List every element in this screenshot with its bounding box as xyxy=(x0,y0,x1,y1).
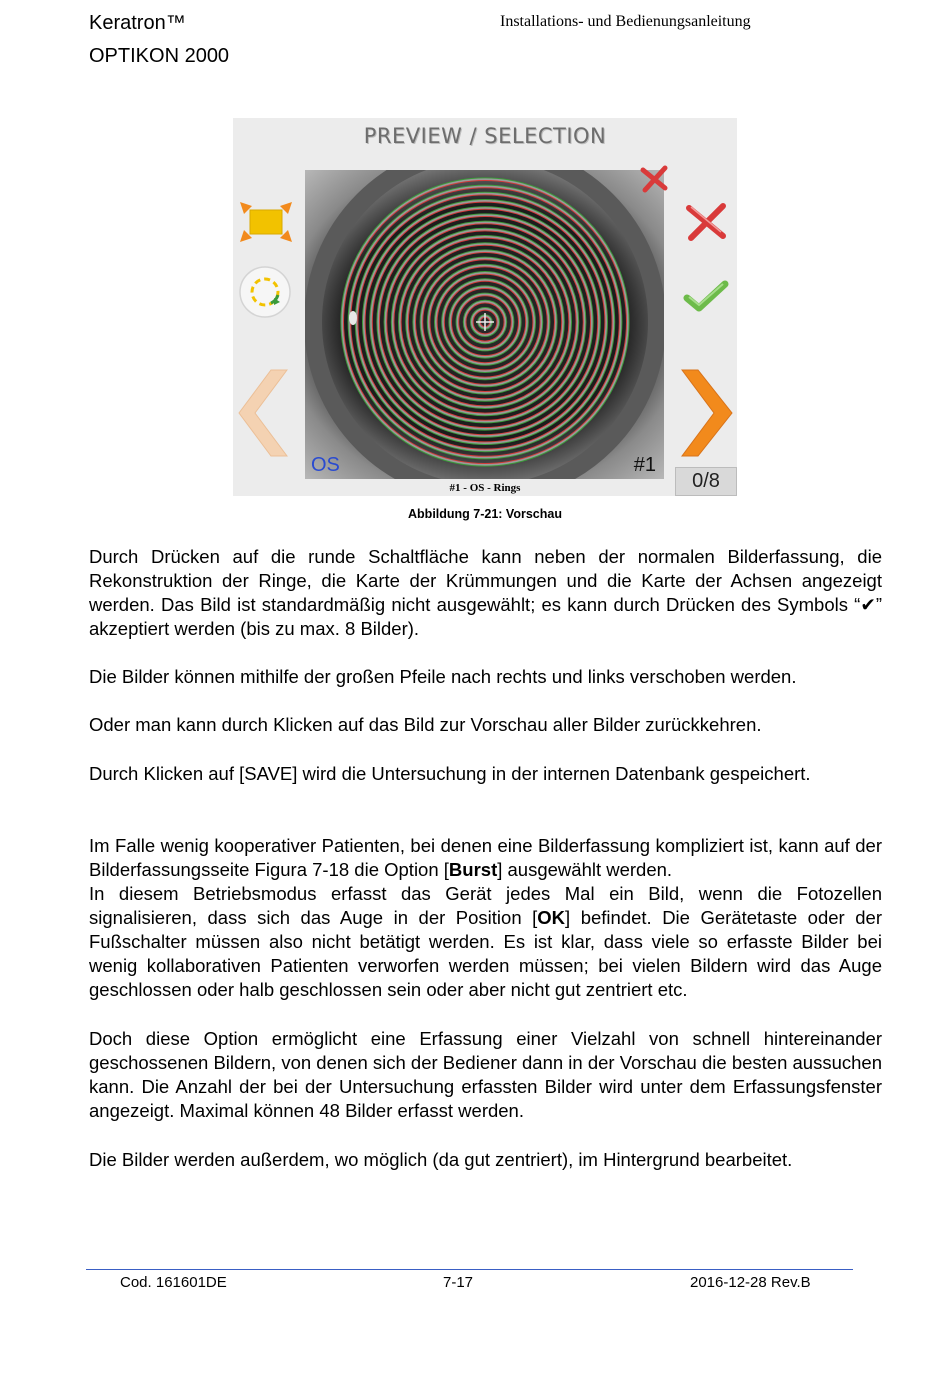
preview-selection-screenshot xyxy=(233,118,737,496)
paragraph-arrows: Die Bilder können mithilfe der großen Pfeile nach rechts und links verschoben werden. xyxy=(89,666,797,687)
eye-side-label: OS xyxy=(311,454,340,476)
selection-counter: 0/8 xyxy=(675,467,737,496)
paragraph-burst: Im Falle wenig kooperativer Patienten, bei denen eine Bilderfassung kompliziert ist, kann auf der Bilderfassungsseite Figura 7-18 die Option [Burst] ausgewählt werden. xyxy=(89,835,882,880)
ok-position-label: OK xyxy=(537,907,566,928)
paragraph-round-button: Durch Drücken auf die runde Schaltfläche kann neben der normalen Bilderfassung, die Rekonstruktion der Ringe, die Karte der Krümmungen und die Karte der Achsen angezeigt werden. Das Bild ist standardmäßig nicht ausgewählt; es kann durch Drücken des Symbols “✔” akzeptiert werden (bis zu max. 8 Bilder). xyxy=(89,546,882,639)
paragraph-back-to-preview: Oder man kann durch Klicken auf das Bild zur Vorschau aller Bilder zurückkehren. xyxy=(89,714,762,735)
figure-caption: Abbildung 7-21: Vorschau xyxy=(408,507,562,521)
header-left xyxy=(89,11,229,77)
page-number: 7-17 xyxy=(443,1274,474,1291)
burst-option-label: Burst xyxy=(448,859,498,880)
revision-date: 2016-12-28 Rev.B xyxy=(690,1274,811,1291)
model-name: OPTIKON 2000 xyxy=(89,45,230,67)
right-arrow-icon[interactable] xyxy=(678,368,734,463)
crop-icon[interactable] xyxy=(238,200,294,249)
paragraph-many-images: Doch diese Option ermöglicht eine Erfassung einer Vielzahl von schnell hintereinander geschossenen Bildern, von denen sich der Bediener dann in der Vorschau die besten aussuchen kann. Die Anzahl der bei der Untersuchung erfassten Bilder wird unter dem Erfassungsfenster angezeigt. Maximal können 48 Bilder erfasst werden. xyxy=(89,1028,882,1121)
paragraph-burst-mode: In diesem Betriebsmodus erfasst das Gerät jedes Mal ein Bild, wenn die Fotozellen signalisieren, dass sich das Auge in der Position [OK] befindet. Die Gerätetaste oder der Fußschalter müssen also nicht betätigt werden. Es ist klar, dass viele so erfasste Bilder bei wenig kollaborativen Patienten verworfen werden müssen; bei vielen Bildern wird das Auge geschlossen oder halb geschlossen sein oder aber nicht gut zentriert etc. xyxy=(89,883,882,1000)
manual-title: Installations- und Bedienungsanleitung xyxy=(500,13,751,30)
paragraph-background-processing: Die Bilder werden außerdem, wo möglich (da gut zentriert), im Hintergrund bearbeitet. xyxy=(89,1149,793,1170)
paragraph-save: Durch Klicken auf [SAVE] wird die Untersuchung in der internen Datenbank gespeichert. xyxy=(89,763,811,784)
preview-title: PREVIEW / SELECTION xyxy=(363,124,607,148)
reconstruction-cycle-icon[interactable] xyxy=(238,265,292,324)
placido-rings-image[interactable] xyxy=(305,170,664,479)
footer-divider xyxy=(86,1269,853,1270)
brand-name: Keratron™ xyxy=(89,12,186,34)
placido-rings-graphic xyxy=(305,170,664,479)
delete-icon[interactable] xyxy=(683,202,729,247)
image-sub-caption: #1 - OS - Rings xyxy=(449,482,521,494)
left-arrow-icon[interactable] xyxy=(237,368,293,463)
accept-check-icon[interactable] xyxy=(683,278,729,319)
document-code: Cod. 161601DE xyxy=(120,1274,227,1291)
image-number-label: #1 xyxy=(633,454,656,476)
delete-all-icon[interactable] xyxy=(639,164,669,199)
